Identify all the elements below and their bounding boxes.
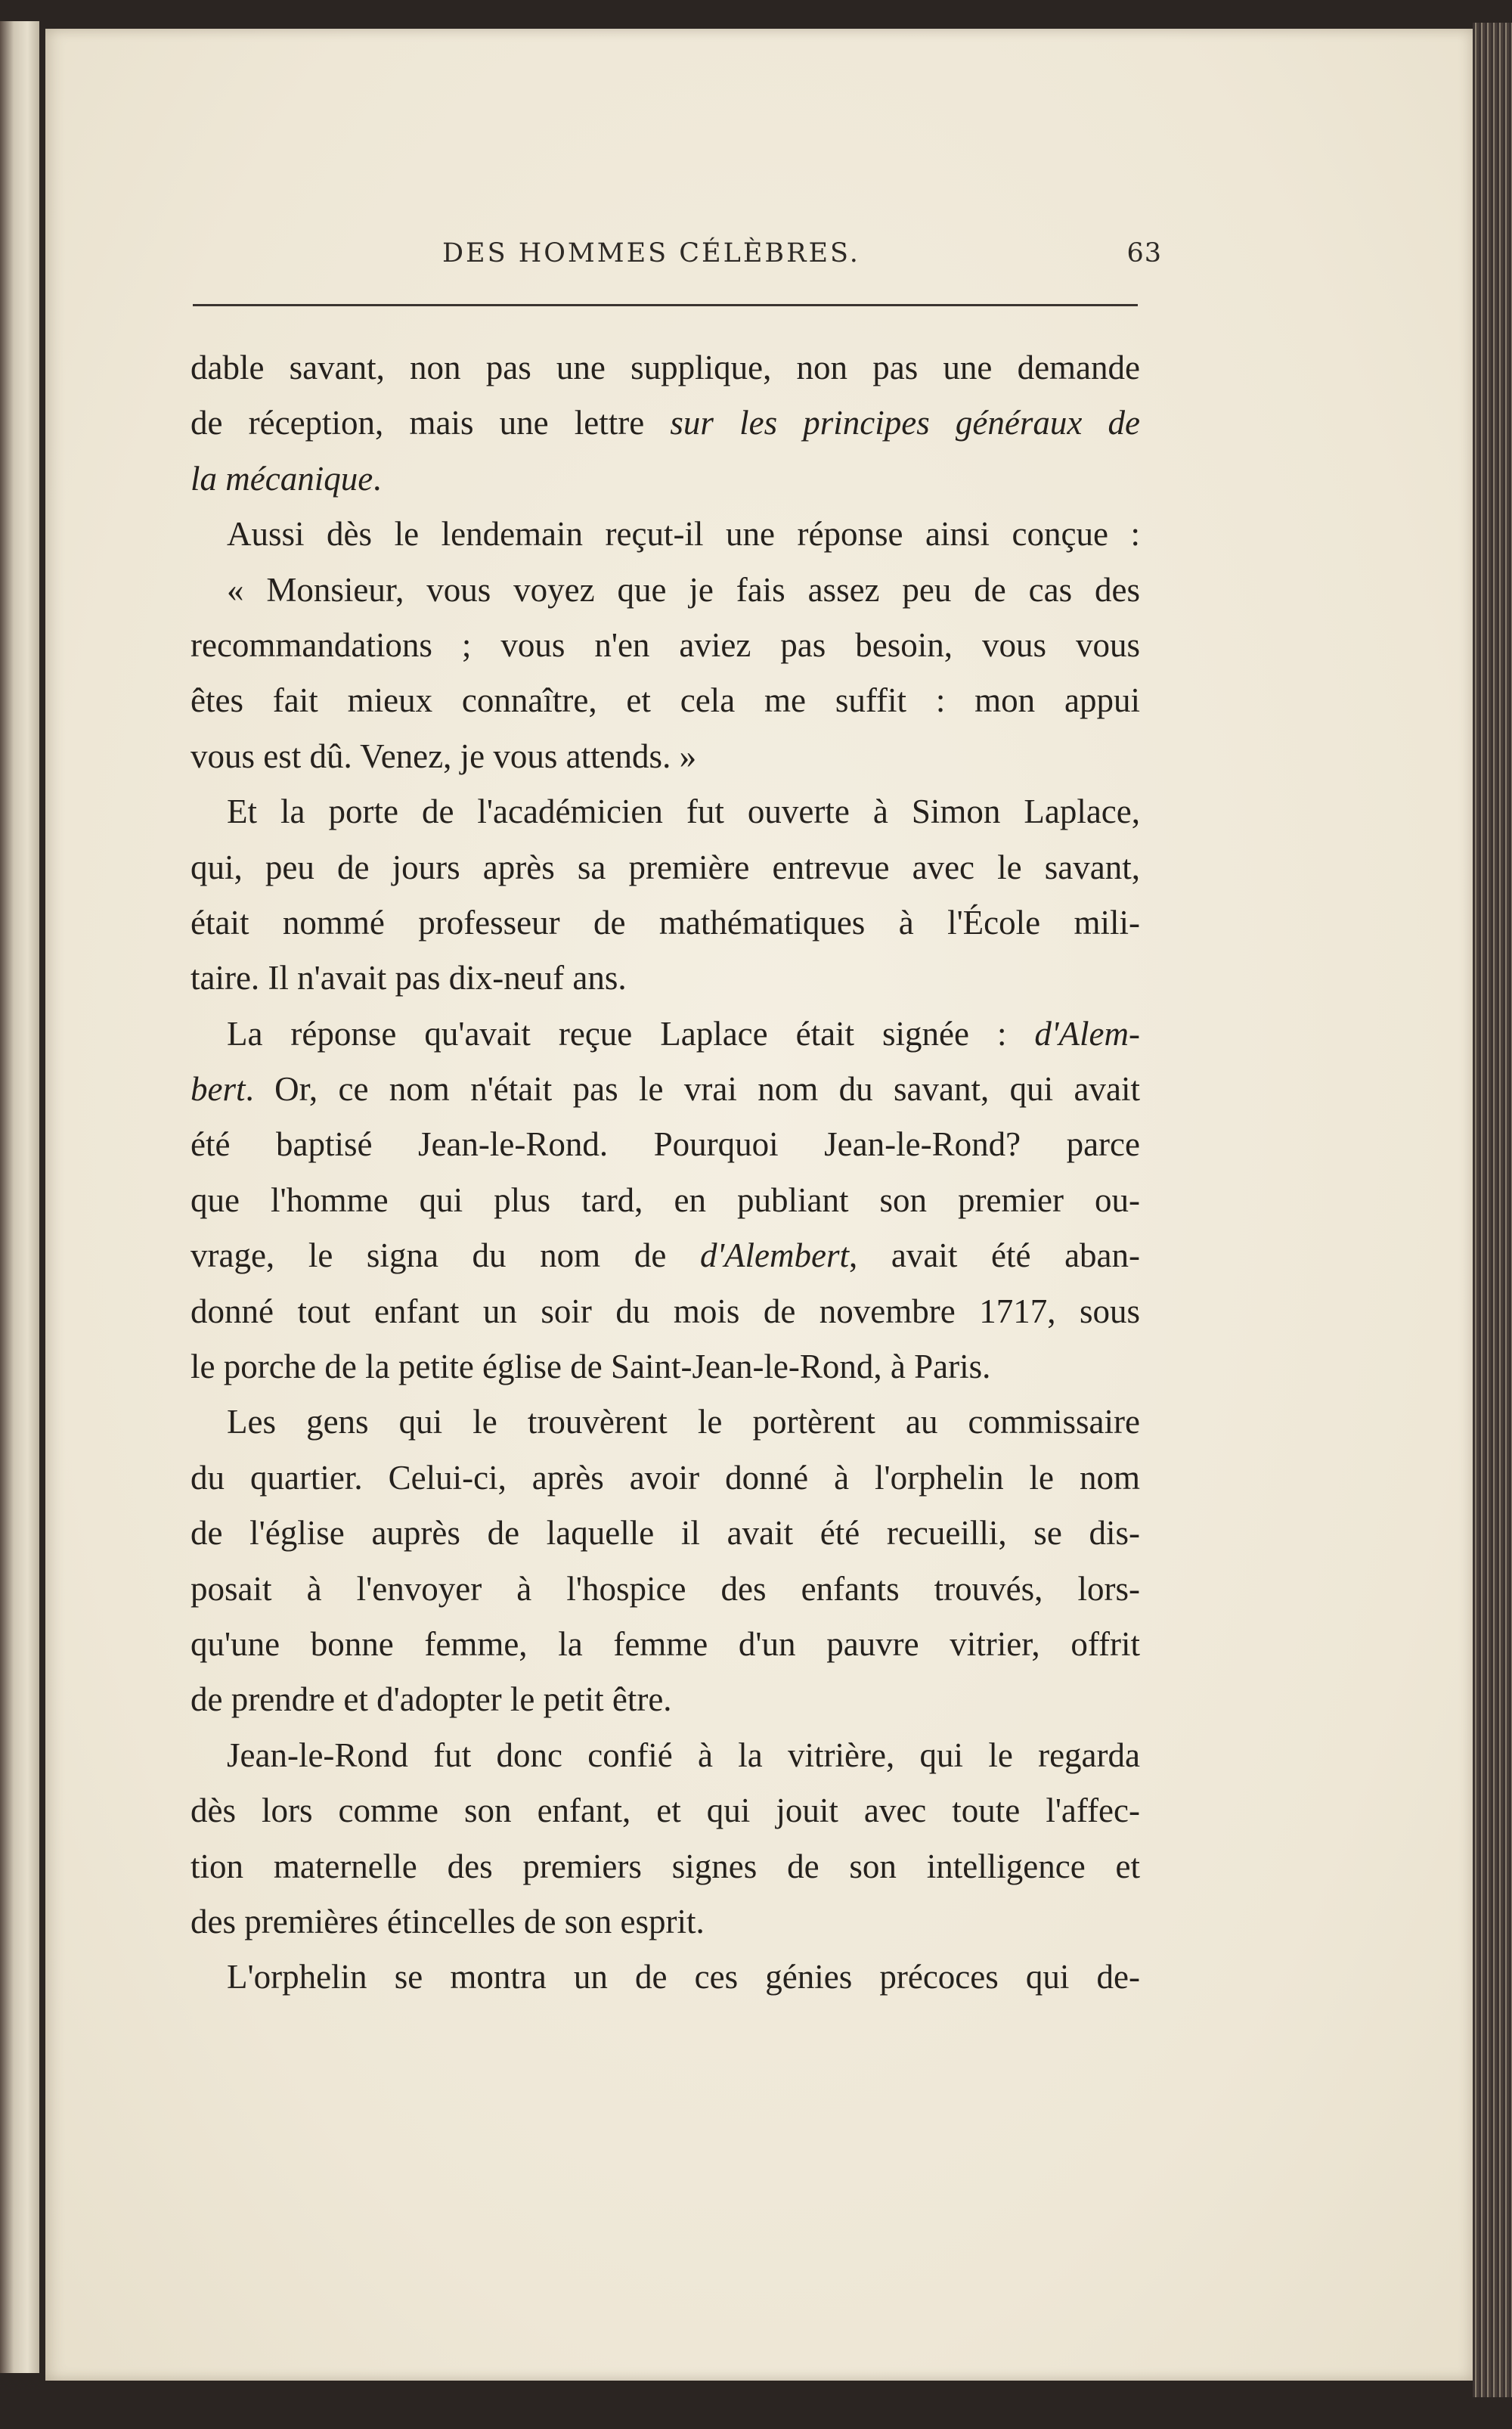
text-line: Les gens qui le trouvèrent le portèrent au commissaire (227, 1403, 1140, 1441)
page-stack-edge (1473, 23, 1512, 2397)
text-line: vous est dû. Venez, je vous attends. » (191, 737, 697, 775)
text-line: était nommé professeur de mathématiques à l'École mili- (191, 903, 1140, 942)
running-header (442, 238, 1162, 276)
page-number: 63 (1126, 238, 1162, 268)
text-line: été baptisé Jean-le-Rond. Pourquoi Jean-le-Rond? parce (191, 1125, 1140, 1164)
text-line: La réponse qu'avait reçue Laplace était signée : d'Alem- (227, 1014, 1140, 1053)
text-line: posait à l'envoyer à l'hospice des enfants trouvés, lors- (191, 1569, 1140, 1608)
text-line: Aussi dès le lendemain reçut-il une réponse ainsi conçue : (227, 515, 1140, 554)
text-line: dès lors comme son enfant, et qui jouit avec toute l'affec- (191, 1792, 1140, 1830)
text-line: Et la porte de l'académicien fut ouverte à Simon Laplace, (227, 793, 1140, 831)
text-line: qu'une bonne femme, la femme d'un pauvre vitrier, offrit (191, 1624, 1140, 1663)
text-line: Jean-le-Rond fut donc confié à la vitrière, qui le regarda (227, 1736, 1140, 1774)
text-line: du quartier. Celui-ci, après avoir donné à l'orphelin le nom (191, 1458, 1140, 1497)
text-line: bert. Or, ce nom n'était pas le vrai nom du savant, qui avait (191, 1070, 1140, 1109)
text-line: que l'homme qui plus tard, en publiant son premier ou- (191, 1180, 1140, 1219)
text-line: de l'église auprès de laquelle il avait été recueilli, se dis- (191, 1514, 1140, 1553)
text-line: des premières étincelles de son esprit. (191, 1902, 705, 1940)
text-line: tion maternelle des premiers signes de son intelligence et (191, 1847, 1140, 1885)
text-line: taire. Il n'avait pas dix-neuf ans. (191, 959, 627, 997)
text-line: recommandations ; vous n'en aviez pas besoin, vous vous (191, 625, 1140, 664)
text-line: de réception, mais une lettre sur les principes généraux de (191, 404, 1140, 442)
text-line: la mécanique. (191, 459, 382, 498)
text-line: donné tout enfant un soir du mois de novembre 1717, sous (191, 1292, 1140, 1330)
text-line: êtes fait mieux connaître, et cela me suffit : mon appui (191, 681, 1140, 720)
header-rule (193, 304, 1138, 306)
text-line: le porche de la petite église de Saint-Jean-le-Rond, à Paris. (191, 1348, 991, 1386)
text-line: dable savant, non pas une supplique, non pas une demande (191, 349, 1140, 386)
left-page-edge (0, 21, 39, 2373)
body-text (191, 340, 1140, 2006)
text-line: « Monsieur, vous voyez que je fais assez peu de cas des (227, 570, 1140, 609)
running-title: DES HOMMES CÉLÈBRES. (442, 238, 860, 268)
text-line: qui, peu de jours après sa première entrevue avec le savant, (191, 848, 1140, 886)
text-line: vrage, le signa du nom de d'Alembert, avait été aban- (191, 1236, 1140, 1275)
text-line: L'orphelin se montra un de ces génies précoces qui de- (227, 1958, 1140, 1996)
text-line: de prendre et d'adopter le petit être. (191, 1680, 672, 1719)
